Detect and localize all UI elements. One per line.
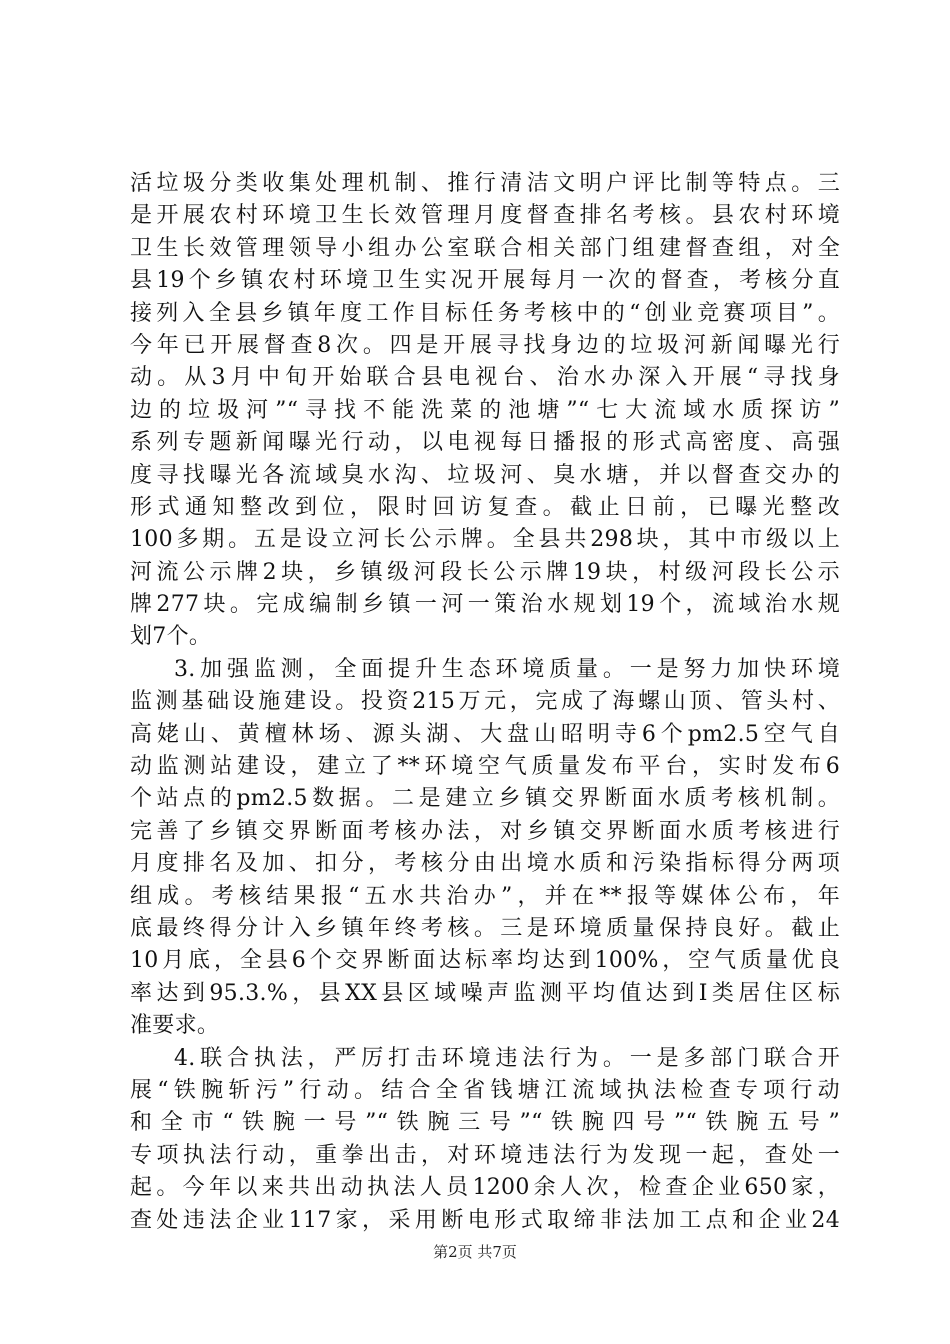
document-body (130, 168, 840, 1237)
text-line: 系列专题新闻曝光行动，以电视每日播报的形式高密度、高强 (130, 430, 840, 456)
text-line: 形式通知整改到位，限时回访复查。截止日前，已曝光整改 (130, 494, 840, 520)
text-line: 卫生长效管理领导小组办公室联合相关部门组建督查组，对全 (130, 235, 840, 261)
text-line: 完善了乡镇交界断面考核办法，对乡镇交界断面水质考核进行 (130, 818, 840, 844)
text-line: 率达到95.3.%，县XX县区域噪声监测平均值达到Ⅰ类居住区标 (130, 980, 840, 1006)
text-line: 月度排名及加、扣分，考核分由出境水质和污染指标得分两项 (130, 851, 840, 877)
text-line: 10月底，全县6个交界断面达标率均达到100%，空气质量优良 (130, 948, 840, 974)
text-line: 接列入全县乡镇年度工作目标任务考核中的“创业竞赛项目”。 (130, 300, 840, 326)
text-line: 今年已开展督查8次。四是开展寻找身边的垃圾河新闻曝光行 (130, 332, 840, 358)
text-line: 高姥山、黄檀林场、源头湖、大盘山昭明寺6个pm2.5空气自 (130, 721, 840, 747)
text-line: 查处违法企业117家，采用断电形式取缔非法加工点和企业24 (130, 1207, 840, 1233)
text-line: 和全市“铁腕一号”“铁腕三号”“铁腕四号”“铁腕五号” (130, 1110, 840, 1136)
text-line: 边的垃圾河”“寻找不能洗菜的池塘”“七大流域水质探访” (130, 397, 840, 423)
section-heading-line: 3.加强监测，全面提升生态环境质量。一是努力加快环境 (174, 656, 840, 682)
text-line: 展“铁腕斩污”行动。结合全省钱塘江流域执法检查专项行动 (130, 1077, 840, 1103)
page-number: 第2页 共7页 (433, 1243, 517, 1261)
text-line: 监测基础设施建设。投资215万元，完成了海螺山顶、管头村、 (130, 689, 840, 715)
text-line: 个站点的pm2.5数据。二是建立乡镇交界断面水质考核机制。 (130, 786, 840, 812)
text-line: 是开展农村环境卫生长效管理月度督查排名考核。县农村环境 (130, 203, 840, 229)
text-line: 组成。考核结果报“五水共治办”，并在**报等媒体公布，年 (130, 883, 840, 909)
text-line: 河流公示牌2块，乡镇级河段长公示牌19块，村级河段长公示 (130, 559, 840, 585)
text-line: 起。今年以来共出动执法人员1200余人次，检查企业650家， (130, 1175, 840, 1201)
text-line: 划7个。 (130, 624, 212, 650)
page-footer (0, 1242, 950, 1262)
text-line: 动。从3月中旬开始联合县电视台、治水办深入开展“寻找身 (130, 365, 840, 391)
section-heading-line: 4.联合执法，严厉打击环境违法行为。一是多部门联合开 (174, 1045, 840, 1071)
text-line: 度寻找曝光各流域臭水沟、垃圾河、臭水塘，并以督查交办的 (130, 462, 840, 488)
text-line: 牌277块。完成编制乡镇一河一策治水规划19个，流域治水规 (130, 592, 840, 618)
text-line: 专项执法行动，重拳出击，对环境违法行为发现一起，查处一 (130, 1142, 840, 1168)
text-line: 100多期。五是设立河长公示牌。全县共298块，其中市级以上 (130, 527, 840, 553)
text-line: 准要求。 (130, 1013, 220, 1039)
text-line: 县19个乡镇农村环境卫生实况开展每月一次的督查，考核分直 (130, 268, 840, 294)
text-line: 动监测站建设，建立了**环境空气质量发布平台，实时发布6 (130, 754, 840, 780)
text-line: 底最终得分计入乡镇年终考核。三是环境质量保持良好。截止 (130, 915, 840, 941)
text-line: 活垃圾分类收集处理机制、推行清洁文明户评比制等特点。三 (130, 171, 840, 196)
